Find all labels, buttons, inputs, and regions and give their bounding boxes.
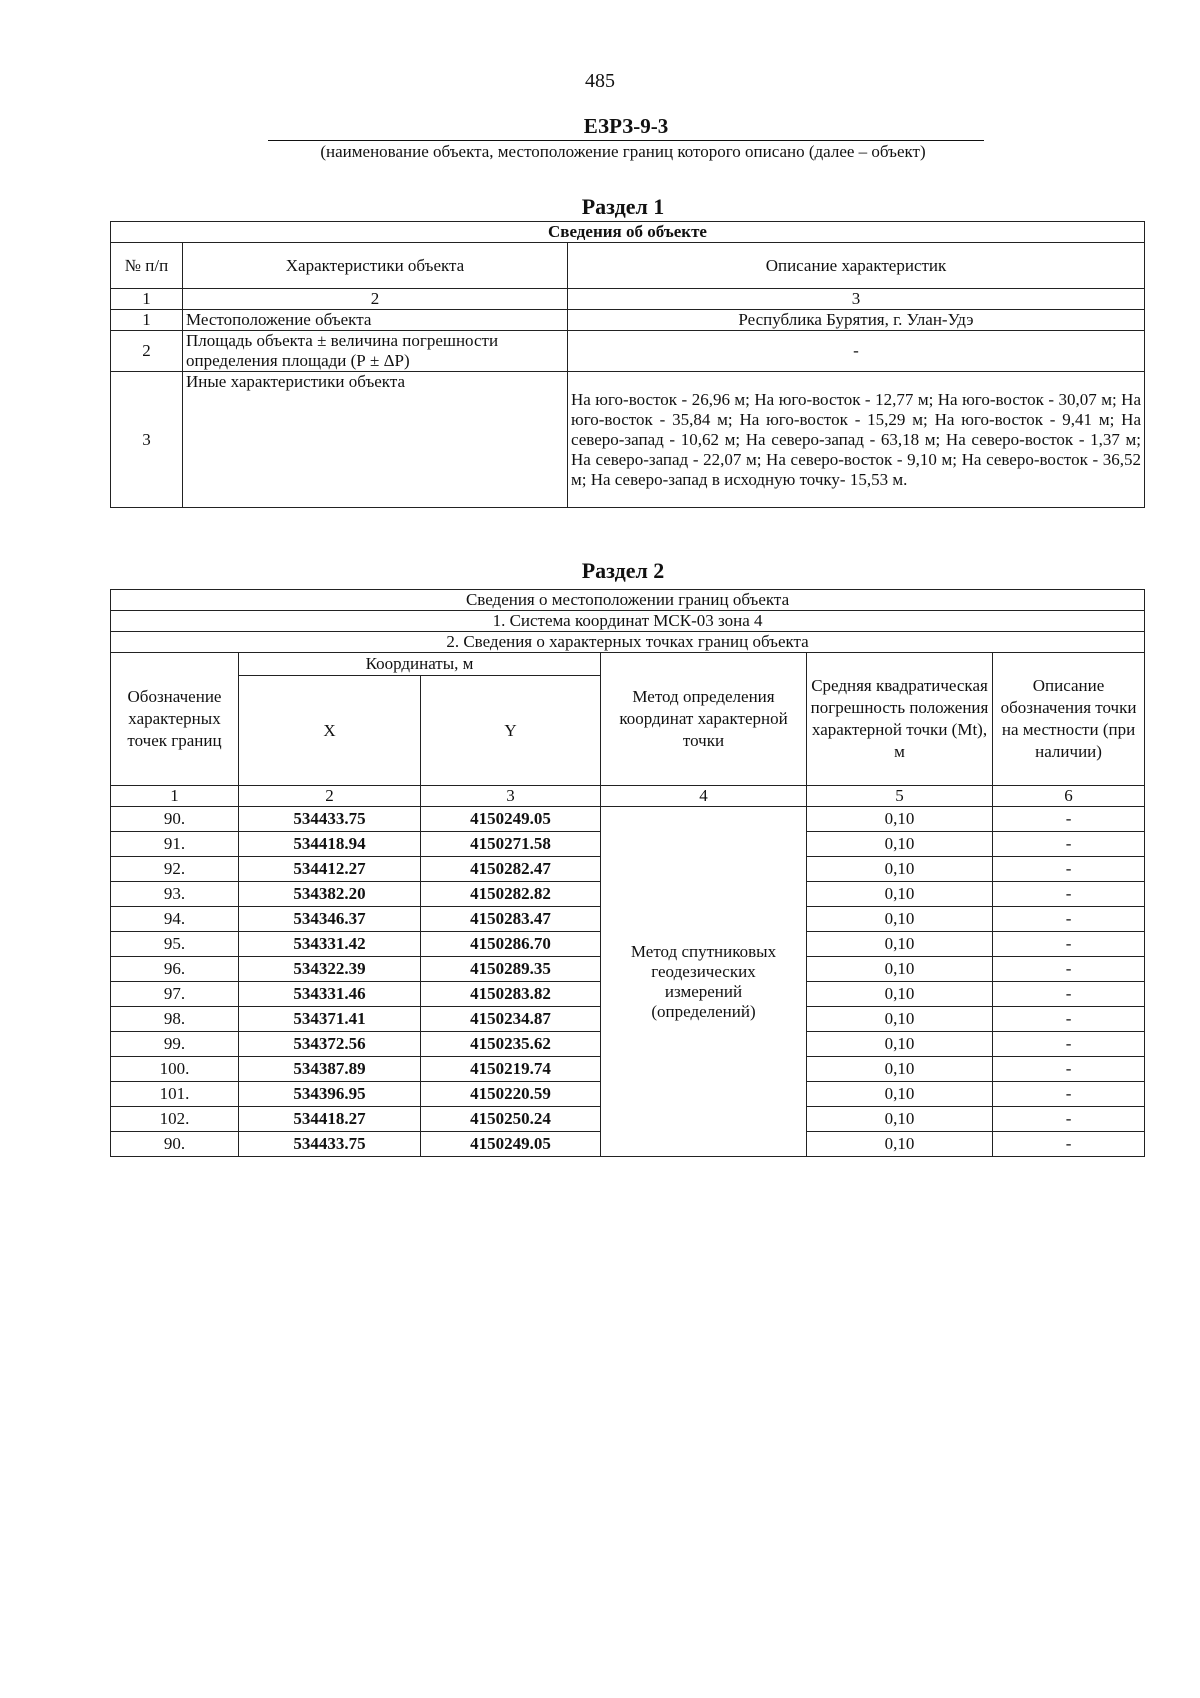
point-x: 534433.75 xyxy=(239,1132,421,1157)
point-label: 101. xyxy=(111,1082,239,1107)
point-label: 95. xyxy=(111,932,239,957)
object-caption: (наименование объекта, местоположение границ которого описано (далее – объект) xyxy=(320,142,926,161)
row-number: 1 xyxy=(111,310,183,331)
point-y: 4150249.05 xyxy=(421,807,601,832)
point-desc: - xyxy=(993,907,1145,932)
point-label: 100. xyxy=(111,1057,239,1082)
row-desc: На юго-восток - 26,96 м; На юго-восток - 12,77 м; На юго-восток - 30,07 м; На юго-восток - 35,84 м; На юго-восток - 15,29 м; На юго-восток - 9,41 м; На северо-запад - 10,62 м; На северо-запад - 63,18 м; На северо-восток - 1,37 м; На северо-запад - 22,07 м; На северо-восток - 9,10 м; На северо-восток - 36,52 м; На северо-запад в исходную точку- 15,53 м. xyxy=(568,372,1145,508)
point-label: 91. xyxy=(111,832,239,857)
point-x: 534418.27 xyxy=(239,1107,421,1132)
point-y: 4150271.58 xyxy=(421,832,601,857)
point-y: 4150219.74 xyxy=(421,1057,601,1082)
point-desc: - xyxy=(993,1032,1145,1057)
point-error: 0,10 xyxy=(807,1082,993,1107)
header-number: № п/п xyxy=(111,243,183,289)
point-error: 0,10 xyxy=(807,832,993,857)
point-desc: - xyxy=(993,882,1145,907)
point-y: 4150282.82 xyxy=(421,882,601,907)
object-info-table xyxy=(110,221,1145,508)
point-error: 0,10 xyxy=(807,907,993,932)
header-y: Y xyxy=(421,676,601,786)
point-label: 97. xyxy=(111,982,239,1007)
header-method: Метод определения координат характерной точки xyxy=(601,653,807,786)
point-error: 0,10 xyxy=(807,1132,993,1157)
point-error: 0,10 xyxy=(807,1057,993,1082)
point-desc: - xyxy=(993,1057,1145,1082)
point-y: 4150220.59 xyxy=(421,1082,601,1107)
point-y: 4150289.35 xyxy=(421,957,601,982)
row-name: Площадь объекта ± величина погрешности определения площади (Р ± ΔР) xyxy=(183,331,568,372)
point-error: 0,10 xyxy=(807,857,993,882)
point-error: 0,10 xyxy=(807,932,993,957)
col-number: 3 xyxy=(421,786,601,807)
point-y: 4150283.47 xyxy=(421,907,601,932)
row-number: 3 xyxy=(111,372,183,508)
point-x: 534331.46 xyxy=(239,982,421,1007)
points-title: 2. Сведения о характерных точках границ объекта xyxy=(111,632,1145,653)
point-x: 534433.75 xyxy=(239,807,421,832)
point-y: 4150234.87 xyxy=(421,1007,601,1032)
point-desc: - xyxy=(993,1132,1145,1157)
point-x: 534382.20 xyxy=(239,882,421,907)
point-label: 96. xyxy=(111,957,239,982)
point-label: 98. xyxy=(111,1007,239,1032)
point-label: 90. xyxy=(111,807,239,832)
page-number: 485 xyxy=(585,70,615,92)
point-x: 534418.94 xyxy=(239,832,421,857)
point-error: 0,10 xyxy=(807,807,993,832)
col-number: 2 xyxy=(183,289,568,310)
point-desc: - xyxy=(993,1082,1145,1107)
col-number: 1 xyxy=(111,289,183,310)
table-row xyxy=(111,310,1145,331)
point-y: 4150235.62 xyxy=(421,1032,601,1057)
header-characteristics: Характеристики объекта xyxy=(183,243,568,289)
point-x: 534331.42 xyxy=(239,932,421,957)
point-error: 0,10 xyxy=(807,982,993,1007)
point-x: 534322.39 xyxy=(239,957,421,982)
point-y: 4150250.24 xyxy=(421,1107,601,1132)
header-point-desc: Описание обозначения точки на местности (при наличии) xyxy=(993,653,1145,786)
point-y: 4150249.05 xyxy=(421,1132,601,1157)
point-desc: - xyxy=(993,1007,1145,1032)
section1-title: Раздел 1 xyxy=(581,194,665,219)
point-desc: - xyxy=(993,857,1145,882)
point-label: 94. xyxy=(111,907,239,932)
object-code: ЕЗРЗ-9-3 xyxy=(268,114,984,141)
point-x: 534412.27 xyxy=(239,857,421,882)
point-error: 0,10 xyxy=(807,1032,993,1057)
point-error: 0,10 xyxy=(807,882,993,907)
header-x: X xyxy=(239,676,421,786)
section2-title: Раздел 2 xyxy=(581,558,665,583)
row-name: Местоположение объекта xyxy=(183,310,568,331)
method-value: Метод спутниковых геодезических измерений (определений) xyxy=(601,807,807,1157)
point-desc: - xyxy=(993,932,1145,957)
col-number: 4 xyxy=(601,786,807,807)
table-row xyxy=(111,331,1145,372)
header-coords: Координаты, м xyxy=(239,653,601,676)
table-row xyxy=(111,807,1145,832)
col-number: 6 xyxy=(993,786,1145,807)
point-y: 4150282.47 xyxy=(421,857,601,882)
point-desc: - xyxy=(993,957,1145,982)
row-desc: - xyxy=(568,331,1145,372)
point-label: 93. xyxy=(111,882,239,907)
point-y: 4150286.70 xyxy=(421,932,601,957)
table-row xyxy=(111,372,1145,508)
header-point: Обозначение характерных точек границ xyxy=(111,653,239,786)
point-x: 534387.89 xyxy=(239,1057,421,1082)
point-x: 534396.95 xyxy=(239,1082,421,1107)
table-title: Сведения о местоположении границ объекта xyxy=(111,590,1145,611)
col-number: 3 xyxy=(568,289,1145,310)
header-description: Описание характеристик xyxy=(568,243,1145,289)
row-desc: Республика Бурятия, г. Улан-Удэ xyxy=(568,310,1145,331)
point-y: 4150283.82 xyxy=(421,982,601,1007)
point-label: 92. xyxy=(111,857,239,882)
point-label: 102. xyxy=(111,1107,239,1132)
point-desc: - xyxy=(993,807,1145,832)
row-number: 2 xyxy=(111,331,183,372)
point-label: 90. xyxy=(111,1132,239,1157)
coord-system: 1. Система координат МСК-03 зона 4 xyxy=(111,611,1145,632)
col-number: 1 xyxy=(111,786,239,807)
point-error: 0,10 xyxy=(807,957,993,982)
point-error: 0,10 xyxy=(807,1007,993,1032)
point-desc: - xyxy=(993,982,1145,1007)
row-name: Иные характеристики объекта xyxy=(183,372,568,508)
col-number: 2 xyxy=(239,786,421,807)
boundary-points-table xyxy=(110,589,1145,1157)
point-error: 0,10 xyxy=(807,1107,993,1132)
table-title: Сведения об объекте xyxy=(111,222,1145,243)
header-error: Средняя квадратическая погрешность положения характерной точки (Mt), м xyxy=(807,653,993,786)
point-x: 534372.56 xyxy=(239,1032,421,1057)
point-desc: - xyxy=(993,832,1145,857)
point-label: 99. xyxy=(111,1032,239,1057)
point-x: 534371.41 xyxy=(239,1007,421,1032)
point-x: 534346.37 xyxy=(239,907,421,932)
col-number: 5 xyxy=(807,786,993,807)
point-desc: - xyxy=(993,1107,1145,1132)
